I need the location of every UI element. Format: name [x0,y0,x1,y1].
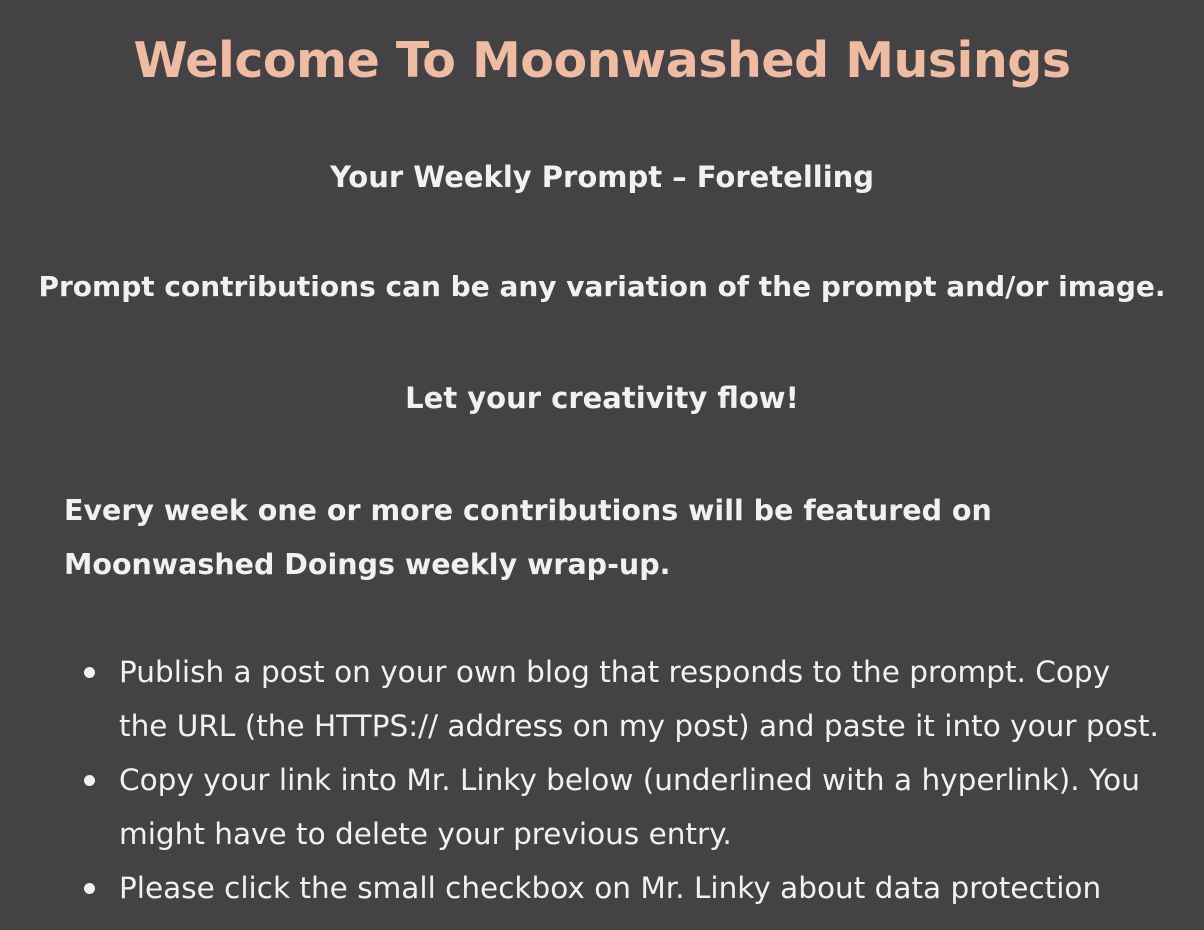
list-item-text: Please click the small checkbox on Mr. Linky about data protection [119,871,1102,905]
post-title: Welcome To Moonwashed Musings [133,32,1071,89]
list-item [0,753,1204,861]
bullet-icon [84,775,95,786]
creativity-note: Let your creativity flow! [405,381,799,415]
bullet-icon [84,667,95,678]
list-item-text: Copy your link into Mr. Linky below (underlined with a hyperlink). You might have to delete your previous entry. [119,763,1140,851]
instructions-list [0,645,1204,915]
list-item [0,861,1204,915]
contributions-note: Prompt contributions can be any variation of the prompt and/or image. [38,270,1166,303]
bullet-icon [84,883,95,894]
weekly-prompt-heading: Your Weekly Prompt – Foretelling [329,160,875,194]
list-item [0,645,1204,753]
list-item-text: Publish a post on your own blog that responds to the prompt. Copy the URL (the HTTPS:// address on my post) and paste it into your post. [119,655,1159,743]
featured-note: Every week one or more contributions will be featured on Moonwashed Doings weekly wrap-up. [64,494,992,581]
